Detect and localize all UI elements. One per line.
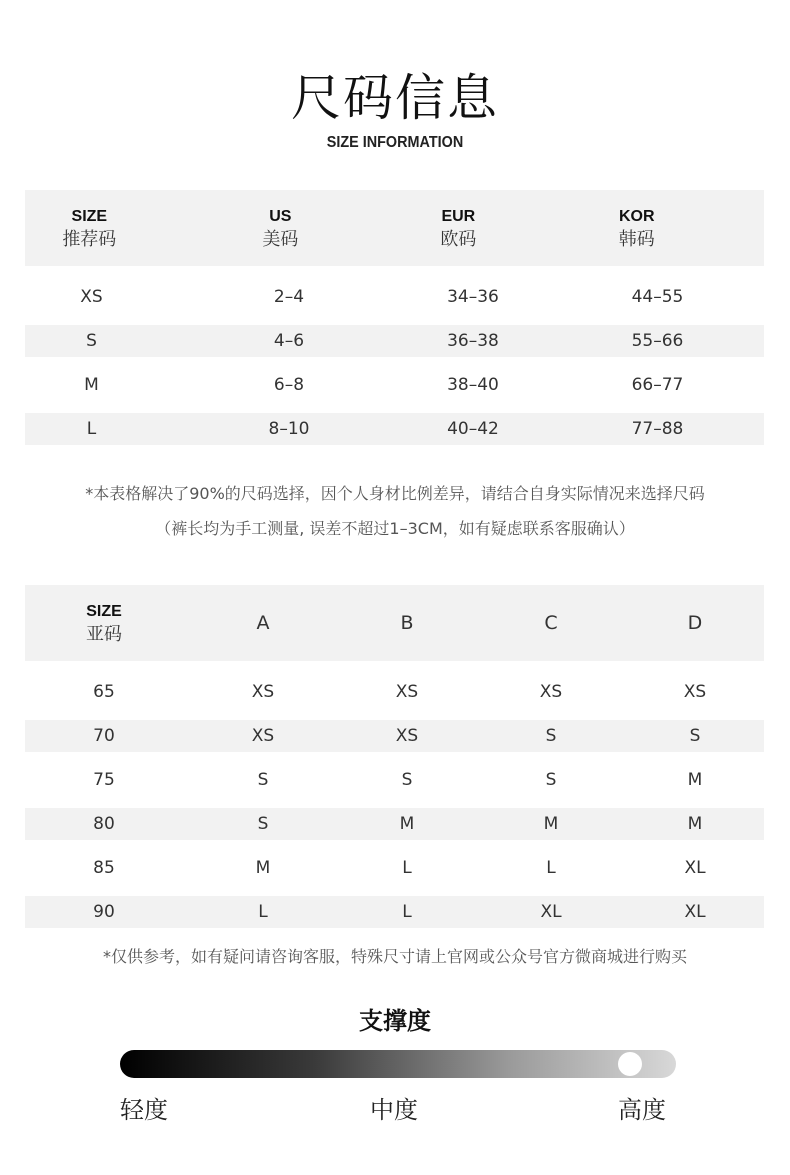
table-row	[25, 808, 764, 840]
table-cell: XL	[684, 858, 706, 878]
header-size	[25, 205, 154, 251]
table-row	[25, 676, 764, 708]
size-table-recommend	[25, 190, 764, 266]
page-subtitle: SIZE INFORMATION	[326, 134, 464, 151]
support-level-light: 轻度	[120, 1096, 168, 1124]
table-cell: XL	[540, 902, 562, 922]
table-cell: 80	[93, 814, 115, 834]
table-row	[25, 852, 764, 884]
table-cell: 40–42	[447, 419, 499, 439]
table-cell: M	[687, 770, 703, 790]
page-title: 尺码信息	[291, 69, 499, 127]
table-row	[25, 720, 764, 752]
table-cell: 8–10	[268, 419, 310, 439]
table-row	[25, 896, 764, 928]
table-cell: L	[546, 858, 556, 878]
header-size-zh: 推荐码	[62, 229, 117, 250]
header-kor	[510, 205, 764, 251]
table-cell: XS	[80, 287, 103, 307]
table-cell: 34–36	[447, 287, 499, 307]
table-cell: 65	[93, 682, 115, 702]
header-kor-zh: 韩码	[618, 229, 655, 250]
table-cell: 90	[93, 902, 115, 922]
table-cell: M	[399, 814, 415, 834]
header-us-zh: 美码	[262, 229, 299, 250]
table-note: *本表格解决了90%的尺码选择，因个人身材比例差异，请结合自身实际情况来选择尺码	[85, 484, 705, 503]
table-cell: 4–6	[273, 331, 305, 351]
table-cell: 2–4	[273, 287, 305, 307]
table-cell: 38–40	[447, 375, 499, 395]
header-eur	[407, 205, 510, 251]
table-cell: XS	[251, 682, 275, 702]
table-cell: XS	[251, 726, 275, 746]
table-cell: L	[258, 902, 268, 922]
size-table-cup	[25, 585, 764, 661]
table-cell: 77–88	[631, 419, 684, 439]
header-cup-d: D	[687, 611, 703, 634]
table-cell: S	[257, 770, 269, 790]
table-cell: L	[86, 419, 97, 439]
table-cell: 44–55	[631, 287, 684, 307]
table-cell: 66–77	[631, 375, 684, 395]
table-cell: S	[689, 726, 701, 746]
table-row	[25, 369, 764, 401]
table-cell: M	[543, 814, 559, 834]
table-row	[25, 325, 764, 357]
header-eur-en: EUR	[441, 208, 476, 225]
table-cell: XS	[539, 682, 563, 702]
support-level-marker	[618, 1052, 642, 1076]
table-cell: 75	[93, 770, 115, 790]
reference-note: *仅供参考，如有疑问请咨询客服，特殊尺寸请上官网或公众号官方微商城进行购买	[102, 947, 687, 966]
header-us-en: US	[269, 208, 292, 225]
header-asia-size-en: SIZE	[86, 603, 122, 620]
table-cell: XL	[684, 902, 706, 922]
header-cup-a: A	[256, 611, 270, 634]
table-note-measure: （裤长均为手工测量, 误差不超过1–3CM，如有疑虑联系客服确认）	[155, 519, 635, 538]
table-cell: L	[402, 902, 412, 922]
table-row	[25, 281, 764, 313]
header-asia-size	[54, 600, 154, 646]
header-cup-c: C	[544, 611, 558, 634]
support-level-high: 高度	[618, 1096, 666, 1124]
table-cell: S	[257, 814, 269, 834]
table-row	[25, 764, 764, 796]
table-cell: L	[402, 858, 412, 878]
header-size-en: SIZE	[71, 208, 108, 225]
table-header	[25, 585, 764, 661]
table-cell: 36–38	[447, 331, 499, 351]
header-cup-b: B	[400, 611, 414, 634]
table-cell: S	[86, 331, 97, 351]
table-header	[25, 190, 764, 266]
support-level-bar	[120, 1050, 676, 1078]
header-eur-zh: 欧码	[440, 229, 477, 250]
table-row	[25, 413, 764, 445]
support-title: 支撑度	[359, 1007, 431, 1035]
table-cell: XS	[395, 726, 419, 746]
table-cell: M	[687, 814, 703, 834]
table-cell: S	[401, 770, 413, 790]
table-cell: XS	[395, 682, 419, 702]
header-kor-en: KOR	[619, 208, 655, 225]
table-cell: S	[545, 770, 557, 790]
header-asia-size-zh: 亚码	[86, 624, 122, 645]
table-cell: M	[84, 375, 99, 395]
support-level-medium: 中度	[370, 1096, 418, 1124]
table-cell: 70	[93, 726, 115, 746]
table-cell: 55–66	[631, 331, 684, 351]
table-cell: S	[545, 726, 557, 746]
header-us	[154, 205, 407, 251]
table-cell: 85	[93, 858, 115, 878]
table-cell: M	[255, 858, 271, 878]
table-cell: XS	[683, 682, 707, 702]
table-cell: 6–8	[273, 375, 305, 395]
